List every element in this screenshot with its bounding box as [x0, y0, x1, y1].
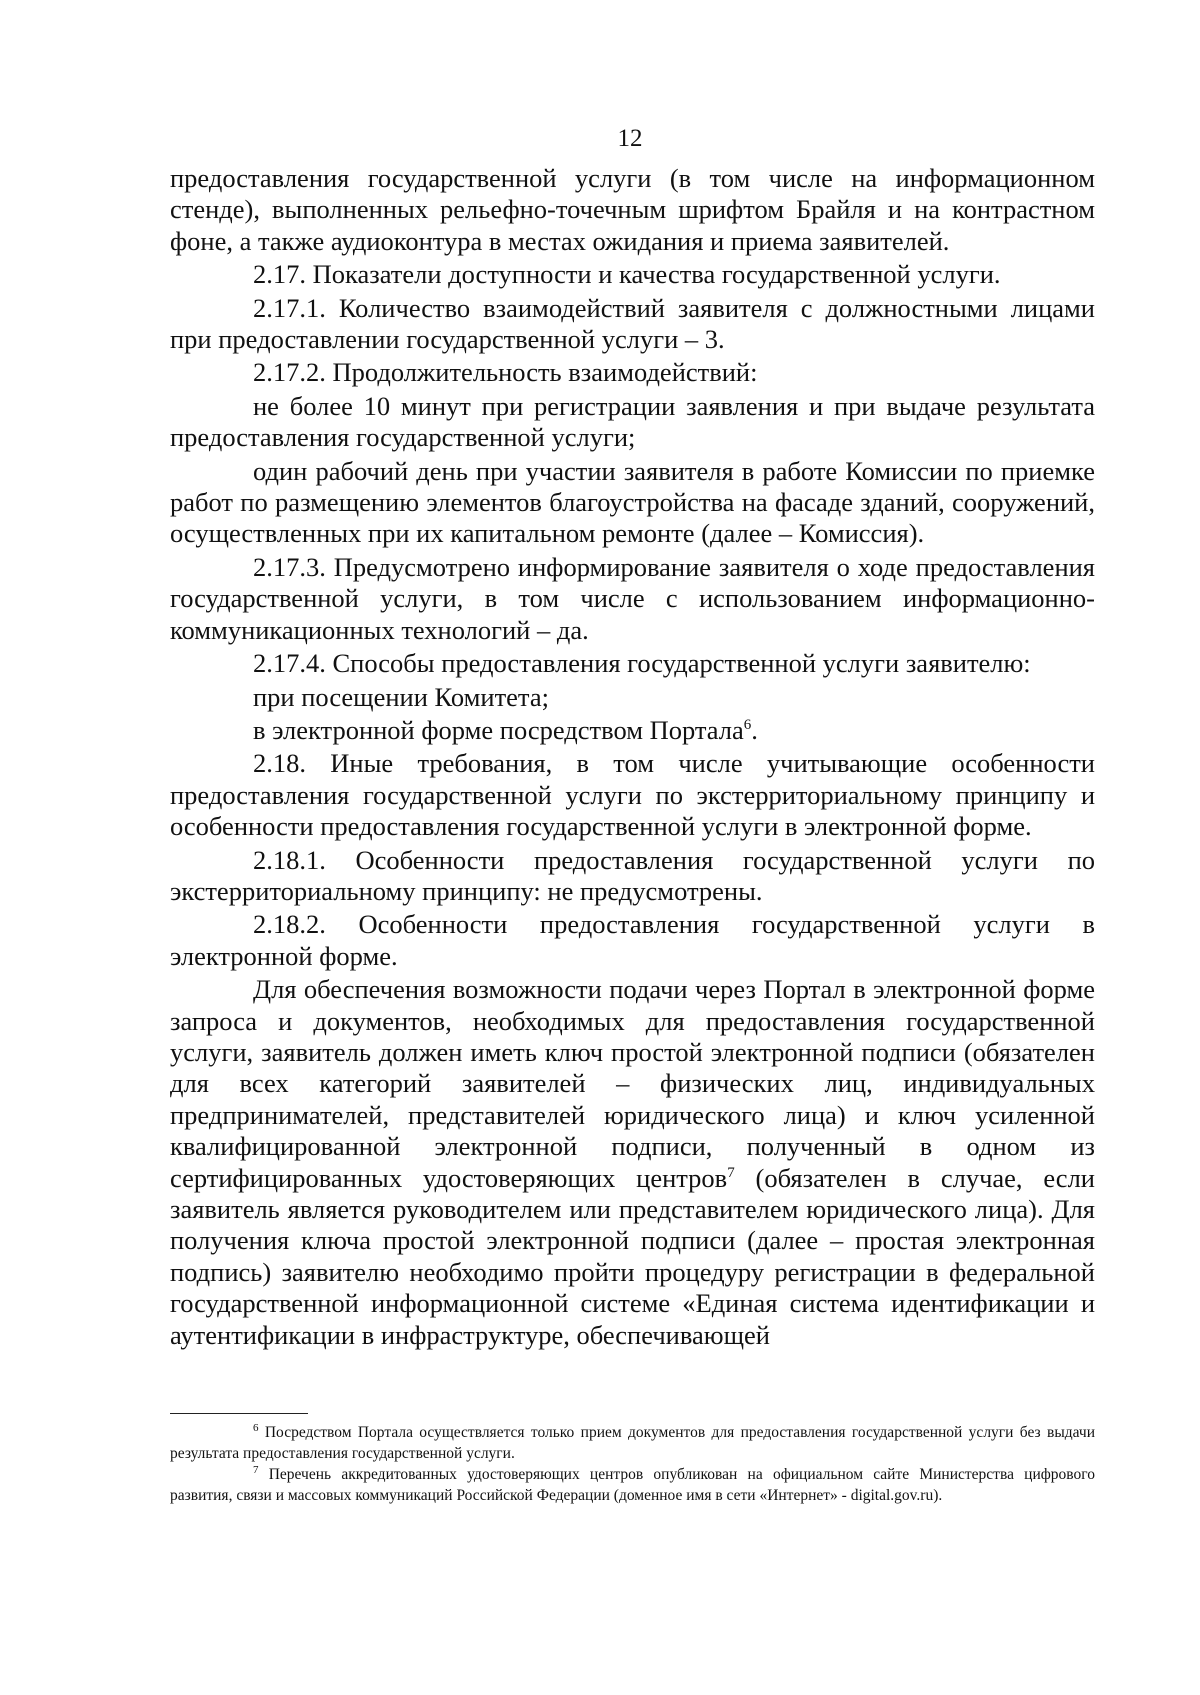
paragraph: 2.18. Иные требования, в том числе учитывающие особенности предоставления государственной услуги по экстерриториальному принципу и особенности предоставления государственной услуги в электронной форме.: [170, 748, 1095, 842]
footnote: [170, 1464, 1095, 1506]
paragraph: 2.17. Показатели доступности и качества государственной услуги.: [253, 259, 1001, 290]
footnote-marker: 6: [253, 1421, 259, 1434]
footnote-divider: [170, 1413, 308, 1414]
paragraph: Для обеспечения возможности подачи через Портал в электронной форме запроса и документов, необходимых для предоставления государственной услуги, заявитель должен иметь ключ простой электронной подписи (обязателен для всех категорий заявителей – физических лиц, индивидуальных предпринимателей, представителей юридического лица) и ключ усиленной квалифицированной электронной подписи, полученный в одном из сертифицированных удостоверяющих центров$^7$ (обязателен в случае, если заявитель является руководителем или представителем юридического лица). Для получения ключа простой электронной подписи (далее – простая электронная подпись) заявителю необходимо пройти процедуру регистрации в федеральной государственной информационной системе «Единая система идентификации и аутентификации в инфраструктуре, обеспечивающей: [170, 974, 1095, 1350]
paragraph: один рабочий день при участии заявителя в работе Комиссии по приемке работ по размещению элементов благоустройства на фасаде зданий, сооружений, осуществленных при их капитальном ремонте (далее – Комиссия).: [170, 455, 1095, 549]
paragraph: 2.18.2. Особенности предоставления государственной услуги в электронной форме.: [170, 909, 1095, 971]
footnote-ref: 6: [743, 717, 752, 734]
paragraph: в электронной форме посредством Портала$^6$.: [253, 714, 758, 745]
paragraph: 2.17.2. Продолжительность взаимодействий:: [253, 357, 758, 388]
footnote: [170, 1422, 1095, 1464]
footnotes: [170, 1422, 1095, 1506]
document-body: [170, 163, 1095, 1351]
paragraph: предоставления государственной услуги (в том числе на информационном стенде), выполненных рельефно-точечным шрифтом Брайля и на контрастном фоне, а также аудиоконтура в местах ожидания и приема заявителей.: [170, 163, 1095, 256]
paragraph: 2.17.4. Способы предоставления государственной услуги заявителю:: [253, 648, 1031, 679]
paragraph: 2.17.1. Количество взаимодействий заявителя с должностными лицами при предоставлении государственной услуги – 3.: [170, 292, 1095, 355]
footnote-ref: 7: [727, 1164, 735, 1181]
footnote-text: Посредством Портала осуществляется только прием документов для предоставления государственной услуги без выдачи результата предоставления государственной услуги.: [170, 1424, 1095, 1462]
footnote-text: Перечень аккредитованных удостоверяющих центров опубликован на официальном сайте Министерства цифрового развития, связи и массовых коммуникаций Российской Федерации (доменное имя в сети «Интернет» - digital.gov.ru).: [170, 1466, 1095, 1504]
paragraph: 2.18.1. Особенности предоставления государственной услуги по экстерриториальному принципу: не предусмотрены.: [170, 844, 1095, 906]
paragraph: 2.17.3. Предусмотрено информирование заявителя о ходе предоставления государственной услуги, в том числе с использованием информационно-коммуникационных технологий – да.: [170, 551, 1095, 645]
page-number: 12: [617, 125, 643, 152]
paragraph: не более 10 минут при регистрации заявления и при выдаче результата предоставления государственной услуги;: [170, 390, 1095, 453]
paragraph: при посещении Комитета;: [253, 681, 549, 712]
footnote-marker: 7: [253, 1463, 259, 1476]
